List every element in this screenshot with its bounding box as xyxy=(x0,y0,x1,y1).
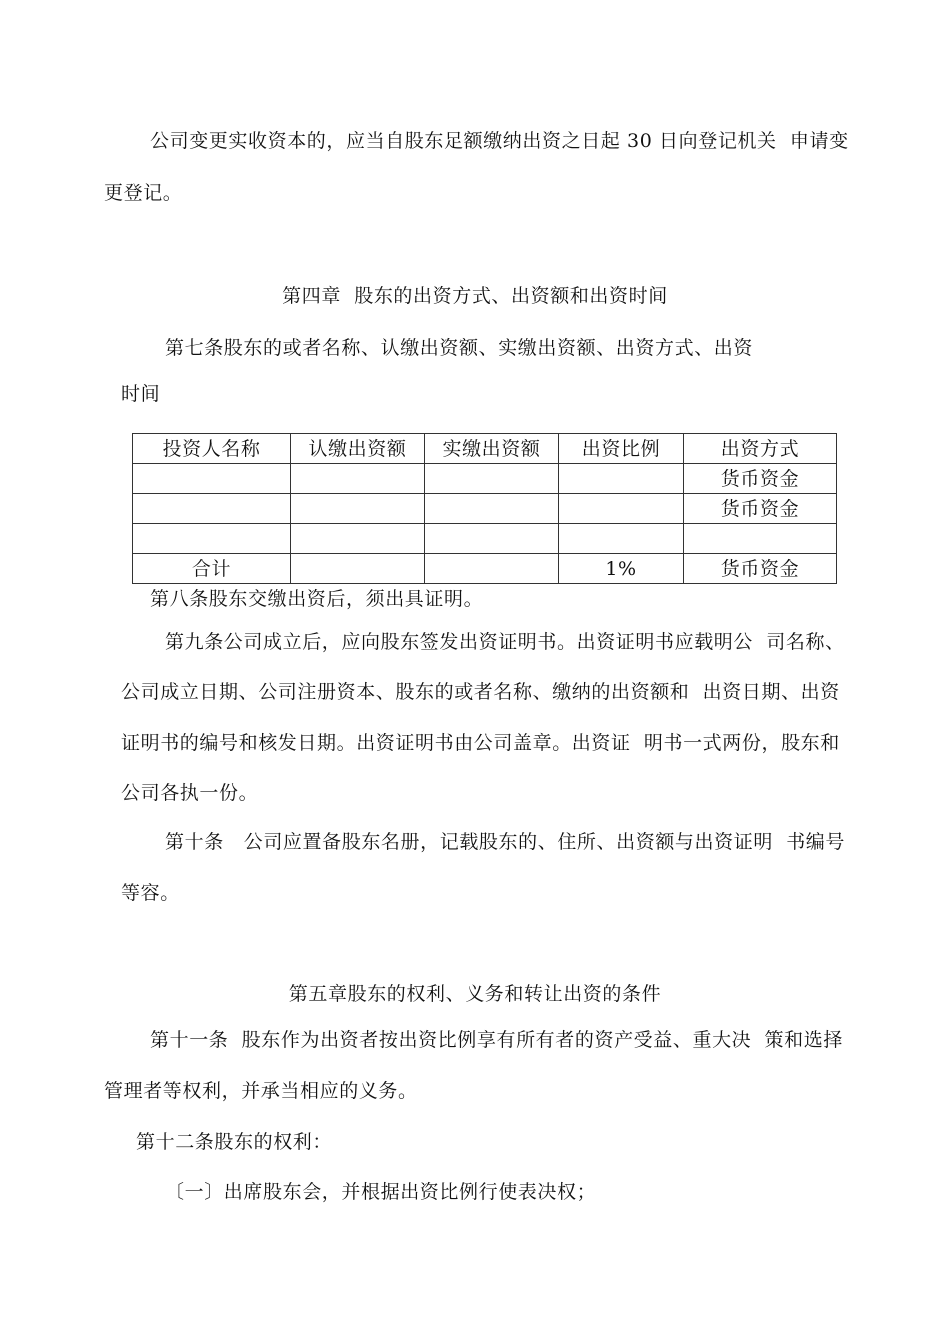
article-10-line: 等容。 xyxy=(121,882,180,904)
article-12-item: 〔一〕出席股东会，并根据出资比例行使表决权； xyxy=(165,1181,597,1203)
article-11-line: 管理者等权利，并承当相应的义务。 xyxy=(104,1080,418,1102)
table-cell xyxy=(133,524,291,554)
article-9-line: 证明书的编号和核发日期。出资证明书由公司盖章。出资证 明书一式两份，股东和 xyxy=(121,732,840,754)
table-cell xyxy=(291,464,425,494)
table-cell: 货币资金 xyxy=(684,494,837,524)
table-cell xyxy=(291,554,425,584)
article-7-line: 时间 xyxy=(121,383,161,405)
table-cell xyxy=(684,524,837,554)
table-header-cell: 实缴出资额 xyxy=(425,434,559,464)
table-header-cell: 出资方式 xyxy=(684,434,837,464)
table-header-cell: 出资比例 xyxy=(559,434,684,464)
chapter-4-heading: 第四章 股东的出资方式、出资额和出资时间 xyxy=(282,285,668,307)
chapter-5-heading: 第五章股东的权利、义务和转让出资的条件 xyxy=(288,983,662,1005)
article-9-line: 第九条公司成立后，应向股东签发出资证明书。出资证明书应载明公 司名称、 xyxy=(165,631,845,653)
table-cell xyxy=(291,494,425,524)
table-row xyxy=(133,464,837,494)
article-9-line: 公司成立日期、公司注册资本、股东的或者名称、缴纳的出资额和 出资日期、出资 xyxy=(121,681,840,703)
table-cell: 货币资金 xyxy=(684,464,837,494)
table-cell xyxy=(559,494,684,524)
investor-table xyxy=(132,433,837,584)
table-header-cell: 认缴出资额 xyxy=(291,434,425,464)
table-cell: 货币资金 xyxy=(684,554,837,584)
table-cell xyxy=(559,464,684,494)
article-11-line: 第十一条 股东作为出资者按出资比例享有所有者的资产受益、重大决 策和选择 xyxy=(150,1029,843,1051)
table-cell xyxy=(133,494,291,524)
article-10-line: 第十条 公司应置备股东名册，记载股东的、住所、出资额与出资证明 书编号 xyxy=(165,831,845,853)
table-cell xyxy=(425,464,559,494)
paragraph-line: 更登记。 xyxy=(104,182,183,204)
table-row xyxy=(133,524,837,554)
table-cell xyxy=(559,524,684,554)
table-cell xyxy=(425,524,559,554)
table-cell xyxy=(425,494,559,524)
table-cell xyxy=(291,524,425,554)
article-8-line: 第八条股东交缴出资后，须出具证明。 xyxy=(150,588,484,610)
article-12-line: 第十二条股东的权利： xyxy=(136,1131,333,1153)
table-cell: 1% xyxy=(559,554,684,584)
article-7-line: 第七条股东的或者名称、认缴出资额、实缴出资额、出资方式、出资 xyxy=(165,337,754,359)
table-cell xyxy=(425,554,559,584)
table-row xyxy=(133,494,837,524)
paragraph-line: 公司变更实收资本的，应当自股东足额缴纳出资之日起 30 日向登记机关 申请变 xyxy=(150,130,849,152)
table-header-cell: 投资人名称 xyxy=(133,434,291,464)
table-cell xyxy=(133,464,291,494)
table-header-row xyxy=(133,434,837,464)
article-9-line: 公司各执一份。 xyxy=(121,782,259,804)
table-total-row xyxy=(133,554,837,584)
table-cell: 合计 xyxy=(133,554,291,584)
